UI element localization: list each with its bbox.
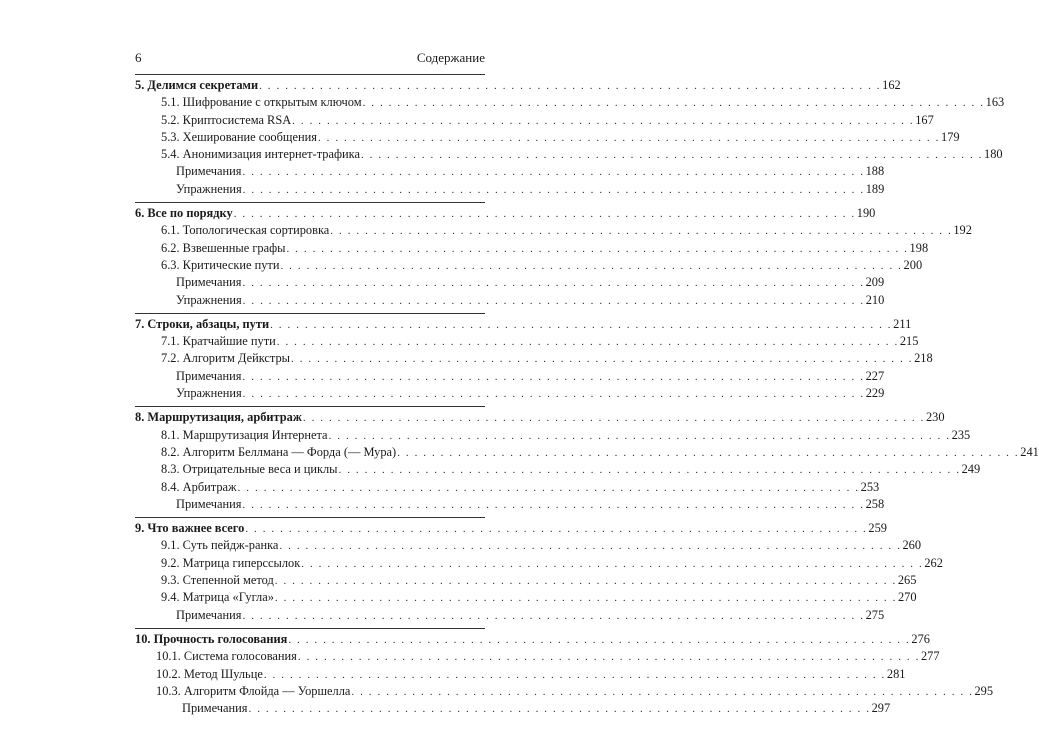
dot-leader: . . . . . . . . . . . . . . . . . . . . . . . . . . . . . . . . . . . . . . . . . . . . . . . . . . . . . . . . . . . . . . . . . . . . . . . . [233, 208, 856, 221]
section-entry-title: 5.2. Криптосистема RSA [161, 112, 292, 127]
section-entry-page: 200 [903, 257, 923, 272]
section-entry-title: 8.4. Арбитраж [161, 479, 237, 494]
chapter-block [135, 406, 1039, 517]
section-entry-title: 8.2. Алгоритм Беллмана — Форда (— Мура) [161, 444, 397, 459]
dot-leader: . . . . . . . . . . . . . . . . . . . . . . . . . . . . . . . . . . . . . . . . . . . . . . . . . . . . . . . . . . . . . . . . . . . . . . . . [274, 575, 897, 588]
notes-entry[interactable] [135, 292, 885, 309]
section-entry-title: 9.4. Матрица «Гугла» [161, 590, 274, 605]
chapter-block [135, 628, 994, 721]
notes-entry-page: 258 [865, 496, 885, 511]
section-entry[interactable] [135, 479, 880, 496]
dot-leader: . . . . . . . . . . . . . . . . . . . . . . . . . . . . . . . . . . . . . . . . . . . . . . . . . . . . . . . . . . . . . . . . . . . . . . . . [248, 703, 871, 716]
section-entry-title: 9.3. Степенной метод [161, 573, 274, 588]
notes-entry-page: 209 [865, 275, 885, 290]
chapter-heading[interactable] [135, 316, 912, 333]
notes-entry[interactable] [135, 607, 885, 624]
dot-leader: . . . . . . . . . . . . . . . . . . . . . . . . . . . . . . . . . . . . . . . . . . . . . . . . . . . . . . . . . . . . . . . . . . . . . . . . [297, 651, 920, 664]
dot-leader: . . . . . . . . . . . . . . . . . . . . . . . . . . . . . . . . . . . . . . . . . . . . . . . . . . . . . . . . . . . . . . . . . . . . . . . . [242, 294, 865, 307]
dot-leader: . . . . . . . . . . . . . . . . . . . . . . . . . . . . . . . . . . . . . . . . . . . . . . . . . . . . . . . . . . . . . . . . . . . . . . . . [274, 592, 897, 605]
chapter-heading-page: 259 [868, 521, 887, 536]
chapter-heading-title: 5. Делимся секретами [135, 78, 259, 92]
notes-entry-title: Примечания [176, 607, 242, 622]
chapter-heading-page: 162 [882, 78, 901, 92]
dot-leader: . . . . . . . . . . . . . . . . . . . . . . . . . . . . . . . . . . . . . . . . . . . . . . . . . . . . . . . . . . . . . . . . . . . . . . . . [302, 412, 925, 425]
section-entry-title: 6.3. Критические пути [161, 257, 280, 272]
section-entry-page: 295 [974, 683, 994, 698]
section-entry-page: 163 [985, 95, 1005, 110]
section-entry-page: 218 [914, 351, 933, 366]
section-entry-page: 235 [951, 427, 971, 442]
dot-leader: . . . . . . . . . . . . . . . . . . . . . . . . . . . . . . . . . . . . . . . . . . . . . . . . . . . . . . . . . . . . . . . . . . . . . . . . [259, 80, 882, 92]
section-entry-page: 270 [897, 590, 917, 605]
section-entry-title: 5.1. Шифрование с открытым ключом [161, 95, 362, 110]
dot-leader: . . . . . . . . . . . . . . . . . . . . . . . . . . . . . . . . . . . . . . . . . . . . . . . . . . . . . . . . . . . . . . . . . . . . . . . . [276, 336, 899, 349]
section-entry-page: 281 [886, 666, 906, 681]
section-entry-page: 198 [909, 240, 929, 255]
section-entry[interactable] [135, 257, 923, 274]
section-entry-page: 179 [941, 129, 960, 144]
notes-entry-page: 227 [865, 368, 885, 383]
dot-leader: . . . . . . . . . . . . . . . . . . . . . . . . . . . . . . . . . . . . . . . . . . . . . . . . . . . . . . . . . . . . . . . . . . . . . . . . [330, 225, 953, 238]
section-entry-page: 253 [860, 479, 880, 494]
chapter-block [135, 202, 972, 313]
notes-entry-title: Упражнения [176, 292, 242, 307]
notes-entry[interactable] [135, 700, 891, 717]
notes-entry-page: 189 [865, 181, 885, 196]
dot-leader: . . . . . . . . . . . . . . . . . . . . . . . . . . . . . . . . . . . . . . . . . . . . . . . . . . . . . . . . . . . . . . . . . . . . . . . . [288, 633, 911, 646]
section-entry[interactable] [135, 427, 971, 444]
dot-leader: . . . . . . . . . . . . . . . . . . . . . . . . . . . . . . . . . . . . . . . . . . . . . . . . . . . . . . . . . . . . . . . . . . . . . . . . [263, 668, 886, 681]
section-entry-page: 265 [897, 573, 917, 588]
section-entry[interactable] [135, 129, 960, 146]
section-entry[interactable] [135, 444, 1039, 461]
section-entry-title: 5.3. Хеширование сообщения [161, 129, 317, 144]
dot-leader: . . . . . . . . . . . . . . . . . . . . . . . . . . . . . . . . . . . . . . . . . . . . . . . . . . . . . . . . . . . . . . . . . . . . . . . . [242, 498, 865, 511]
section-entry-page: 277 [920, 649, 940, 664]
section-entry-title: 8.3. Отрицательные веса и циклы [161, 462, 338, 477]
section-entry[interactable] [135, 112, 934, 129]
chapter-heading-page: 276 [911, 631, 930, 646]
notes-entry-page: 188 [865, 164, 885, 179]
chapter-heading[interactable] [135, 631, 930, 648]
chapter-heading-page: 230 [925, 410, 945, 425]
notes-entry[interactable] [135, 181, 885, 198]
section-entry[interactable] [135, 555, 943, 572]
section-entry[interactable] [135, 240, 929, 257]
dot-leader: . . . . . . . . . . . . . . . . . . . . . . . . . . . . . . . . . . . . . . . . . . . . . . . . . . . . . . . . . . . . . . . . . . . . . . . . [279, 540, 902, 553]
section-entry-title: 8.1. Маршрутизация Интернета [161, 427, 328, 442]
section-entry[interactable] [135, 94, 1005, 111]
chapter-heading-page: 211 [893, 316, 912, 331]
dot-leader: . . . . . . . . . . . . . . . . . . . . . . . . . . . . . . . . . . . . . . . . . . . . . . . . . . . . . . . . . . . . . . . . . . . . . . . . [242, 370, 865, 383]
dot-leader: . . . . . . . . . . . . . . . . . . . . . . . . . . . . . . . . . . . . . . . . . . . . . . . . . . . . . . . . . . . . . . . . . . . . . . . . [242, 388, 865, 401]
dot-leader: . . . . . . . . . . . . . . . . . . . . . . . . . . . . . . . . . . . . . . . . . . . . . . . . . . . . . . . . . . . . . . . . . . . . . . . . [242, 166, 865, 179]
section-entry[interactable] [135, 666, 906, 683]
chapter-heading[interactable] [135, 520, 887, 537]
dot-leader: . . . . . . . . . . . . . . . . . . . . . . . . . . . . . . . . . . . . . . . . . . . . . . . . . . . . . . . . . . . . . . . . . . . . . . . . [286, 242, 909, 255]
notes-entry[interactable] [135, 163, 885, 180]
dot-leader: . . . . . . . . . . . . . . . . . . . . . . . . . . . . . . . . . . . . . . . . . . . . . . . . . . . . . . . . . . . . . . . . . . . . . . . . [397, 446, 1020, 459]
dot-leader: . . . . . . . . . . . . . . . . . . . . . . . . . . . . . . . . . . . . . . . . . . . . . . . . . . . . . . . . . . . . . . . . . . . . . . . . [237, 481, 860, 494]
dot-leader: . . . . . . . . . . . . . . . . . . . . . . . . . . . . . . . . . . . . . . . . . . . . . . . . . . . . . . . . . . . . . . . . . . . . . . . . [270, 318, 893, 331]
section-entry-title: 9.1. Суть пейдж-ранка [161, 538, 279, 553]
notes-entry[interactable] [135, 385, 885, 402]
section-entry-page: 192 [953, 223, 972, 238]
chapter-heading[interactable] [135, 409, 945, 426]
section-entry-title: 5.4. Анонимизация интернет-трафика [161, 147, 360, 162]
chapter-heading-title: 10. Прочность голосования [135, 631, 288, 646]
chapter-heading[interactable] [135, 77, 901, 94]
running-title: Содержание [416, 50, 485, 65]
notes-entry-title: Примечания [176, 164, 242, 179]
section-entry[interactable] [135, 572, 917, 589]
section-entry[interactable] [135, 648, 940, 665]
section-entry[interactable] [135, 146, 1003, 163]
notes-entry-title: Примечания [176, 368, 242, 383]
notes-entry[interactable] [135, 368, 885, 385]
dot-leader: . . . . . . . . . . . . . . . . . . . . . . . . . . . . . . . . . . . . . . . . . . . . . . . . . . . . . . . . . . . . . . . . . . . . . . . . [242, 183, 865, 196]
notes-entry-title: Примечания [176, 275, 242, 290]
section-entry-title: 10.1. Система голосования [156, 649, 297, 664]
page-number: 6 [135, 50, 142, 65]
notes-entry-title: Примечания [182, 701, 248, 716]
dot-leader: . . . . . . . . . . . . . . . . . . . . . . . . . . . . . . . . . . . . . . . . . . . . . . . . . . . . . . . . . . . . . . . . . . . . . . . . [242, 277, 865, 290]
dot-leader: . . . . . . . . . . . . . . . . . . . . . . . . . . . . . . . . . . . . . . . . . . . . . . . . . . . . . . . . . . . . . . . . . . . . . . . . [317, 131, 940, 144]
chapter-heading-title: 6. Все по порядку [135, 206, 233, 221]
notes-entry-page: 297 [871, 701, 891, 716]
section-entry-page: 262 [924, 555, 943, 570]
chapter-heading-title: 9. Что важнее всего [135, 521, 245, 536]
notes-entry-title: Упражнения [176, 181, 242, 196]
dot-leader: . . . . . . . . . . . . . . . . . . . . . . . . . . . . . . . . . . . . . . . . . . . . . . . . . . . . . . . . . . . . . . . . . . . . . . . . [338, 464, 961, 477]
section-entry-page: 167 [915, 112, 934, 127]
dot-leader: . . . . . . . . . . . . . . . . . . . . . . . . . . . . . . . . . . . . . . . . . . . . . . . . . . . . . . . . . . . . . . . . . . . . . . . . [280, 259, 903, 272]
dot-leader: . . . . . . . . . . . . . . . . . . . . . . . . . . . . . . . . . . . . . . . . . . . . . . . . . . . . . . . . . . . . . . . . . . . . . . . . [245, 523, 868, 536]
section-entry[interactable] [135, 537, 922, 554]
section-entry-page: 180 [984, 147, 1003, 162]
notes-entry[interactable] [135, 496, 885, 513]
section-entry-title: 7.2. Алгоритм Дейкстры [161, 351, 290, 366]
section-entry[interactable] [135, 589, 917, 606]
section-entry-title: 6.1. Топологическая сортировка [161, 223, 330, 238]
section-entry-title: 10.3. Алгоритм Флойда — Уоршелла [156, 683, 351, 698]
section-entry-page: 215 [899, 334, 919, 349]
section-entry[interactable] [135, 683, 994, 700]
section-entry[interactable] [135, 461, 981, 478]
dot-leader: . . . . . . . . . . . . . . . . . . . . . . . . . . . . . . . . . . . . . . . . . . . . . . . . . . . . . . . . . . . . . . . . . . . . . . . . [360, 149, 984, 162]
section-entry[interactable] [135, 350, 933, 367]
section-entry-page: 241 [1020, 444, 1039, 459]
table-of-contents [135, 74, 1039, 721]
notes-entry-title: Примечания [176, 496, 242, 511]
notes-entry-page: 275 [865, 607, 885, 622]
dot-leader: . . . . . . . . . . . . . . . . . . . . . . . . . . . . . . . . . . . . . . . . . . . . . . . . . . . . . . . . . . . . . . . . . . . . . . . . [328, 429, 951, 442]
notes-entry-page: 229 [865, 386, 885, 401]
section-entry-title: 7.1. Кратчайшие пути [161, 334, 276, 349]
chapter-block [135, 313, 933, 406]
dot-leader: . . . . . . . . . . . . . . . . . . . . . . . . . . . . . . . . . . . . . . . . . . . . . . . . . . . . . . . . . . . . . . . . . . . . . . . . [351, 685, 974, 698]
chapter-heading-page: 190 [856, 206, 876, 221]
section-entry-page: 249 [961, 462, 981, 477]
chapter-heading[interactable] [135, 205, 876, 222]
section-entry-title: 10.2. Метод Шульце [156, 666, 263, 681]
notes-entry-title: Упражнения [176, 386, 242, 401]
dot-leader: . . . . . . . . . . . . . . . . . . . . . . . . . . . . . . . . . . . . . . . . . . . . . . . . . . . . . . . . . . . . . . . . . . . . . . . . [301, 557, 924, 570]
section-entry[interactable] [135, 222, 972, 239]
chapter-heading-title: 8. Маршрутизация, арбитраж [135, 410, 302, 425]
notes-entry[interactable] [135, 274, 885, 291]
section-entry-title: 9.2. Матрица гиперссылок [161, 555, 301, 570]
chapter-block [135, 74, 1005, 202]
chapter-block [135, 517, 943, 628]
section-entry[interactable] [135, 333, 919, 350]
dot-leader: . . . . . . . . . . . . . . . . . . . . . . . . . . . . . . . . . . . . . . . . . . . . . . . . . . . . . . . . . . . . . . . . . . . . . . . . [291, 353, 914, 366]
notes-entry-page: 210 [865, 292, 885, 307]
dot-leader: . . . . . . . . . . . . . . . . . . . . . . . . . . . . . . . . . . . . . . . . . . . . . . . . . . . . . . . . . . . . . . . . . . . . . . . . [362, 97, 985, 110]
dot-leader: . . . . . . . . . . . . . . . . . . . . . . . . . . . . . . . . . . . . . . . . . . . . . . . . . . . . . . . . . . . . . . . . . . . . . . . . [242, 609, 865, 622]
dot-leader: . . . . . . . . . . . . . . . . . . . . . . . . . . . . . . . . . . . . . . . . . . . . . . . . . . . . . . . . . . . . . . . . . . . . . . . . [292, 114, 915, 127]
chapter-heading-title: 7. Строки, абзацы, пути [135, 316, 270, 331]
section-entry-title: 6.2. Взвешенные графы [161, 240, 286, 255]
section-entry-page: 260 [902, 538, 922, 553]
